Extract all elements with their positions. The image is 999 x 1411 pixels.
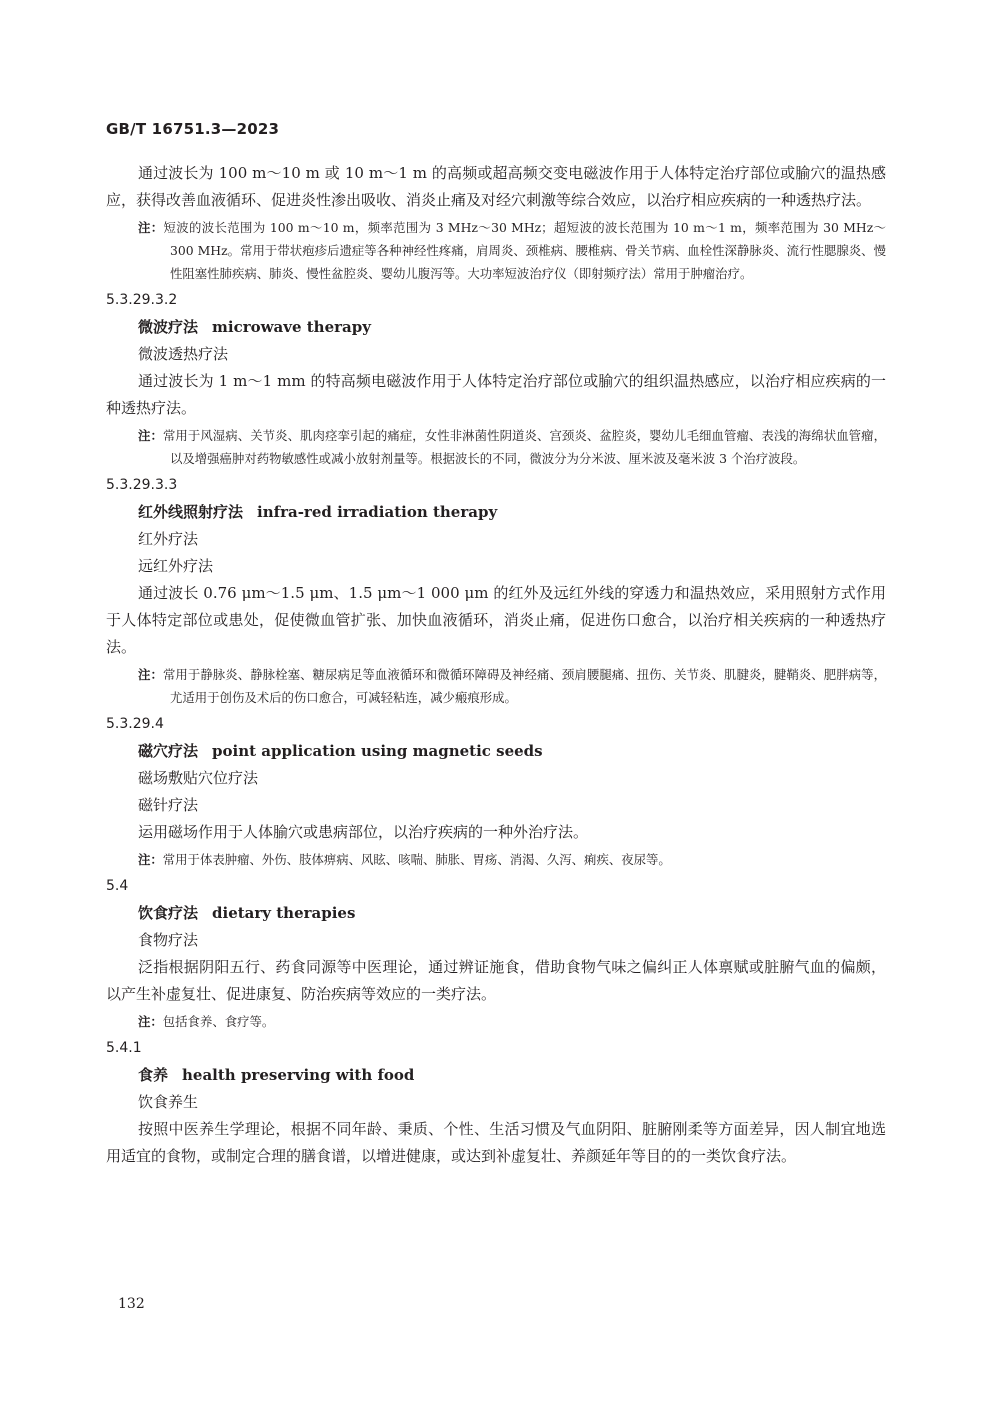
note-text: 包括食养、食疗等。 [162, 1014, 275, 1029]
note-label: 注： [138, 852, 163, 867]
term-synonym: 红外疗法 [138, 530, 199, 548]
term-chinese: 微波疗法 [138, 318, 199, 336]
definition-paragraph: 通过波长为 100 m～10 m 或 10 m～1 m 的高频或超高频交变电磁波作用于人体特定治疗部位或腧穴的温热感应，获得改善血液循环、促进炎性渗出吸收、消炎止痛及对经穴刺激等综合效应，以治疗相应疾病的一种透热疗法。 [106, 164, 886, 209]
term-heading [106, 738, 886, 765]
note-label: 注： [138, 667, 163, 682]
note [106, 1010, 886, 1033]
definition-paragraph: 泛指根据阴阳五行、药食同源等中医理论，通过辨证施食，借助食物气味之偏纠正人体禀赋或脏腑气血的偏颇，以产生补虚复壮、促进康复、防治疾病等效应的一类疗法。 [106, 958, 886, 1003]
note [106, 216, 886, 285]
definition-paragraph: 运用磁场作用于人体腧穴或患病部位，以治疗疾病的一种外治疗法。 [138, 823, 589, 841]
term-chinese: 磁穴疗法 [138, 742, 199, 760]
term-chinese: 食养 [138, 1066, 169, 1084]
definition-paragraph: 通过波长 0.76 μm～1.5 μm、1.5 μm～1 000 μm 的红外及远红外线的穿透力和温热效应，采用照射方式作用于人体特定部位或患处，促使微血管扩张、加快血液循环，消炎止痛，促进伤口愈合，以治疗相关疾病的一种透热疗法。 [106, 584, 886, 656]
term-synonym: 微波透热疗法 [138, 345, 229, 363]
note-text: 短波的波长范围为 100 m～10 m，频率范围为 3 MHz～30 MHz；超短波的波长范围为 10 m～1 m，频率范围为 30 MHz～300 MHz。常用于带状疱疹后遗症等各种神经性疼痛，肩周炎、颈椎病、腰椎病、骨关节病、血栓性深静脉炎、流行性腮腺炎、慢性阻塞性肺疾病、肺炎、慢性盆腔炎、婴幼儿腹泻等。大功率短波治疗仪（即射频疗法）常用于肿瘤治疗。 [163, 220, 886, 281]
term-chinese: 红外线照射疗法 [138, 503, 244, 521]
note-text: 常用于体表肿瘤、外伤、肢体痹病、风眩、咳喘、肺胀、胃疡、消渴、久泻、痢疾、夜尿等。 [162, 852, 671, 867]
standard-number-header: GB/T 16751.3—2023 [106, 120, 280, 138]
term-synonym: 远红外疗法 [138, 557, 214, 575]
note-label: 注： [138, 220, 164, 235]
document-body [106, 160, 886, 1170]
clause-number: 5.4 [106, 878, 129, 894]
note [106, 848, 886, 871]
term-english: point application using magnetic seeds [212, 742, 543, 760]
term-english: health preserving with food [182, 1066, 415, 1084]
term-heading [106, 1062, 886, 1089]
clause-number: 5.3.29.3.2 [106, 292, 178, 308]
note-label: 注： [138, 1014, 163, 1029]
term-english: microwave therapy [212, 318, 371, 336]
definition-paragraph: 按照中医养生学理论，根据不同年龄、秉质、个性、生活习惯及气血阴阳、脏腑刚柔等方面差异，因人制宜地选用适宜的食物，或制定合理的膳食谱，以增进健康，或达到补虚复壮、养颜延年等目的的一类饮食疗法。 [106, 1120, 886, 1165]
term-heading [106, 499, 886, 526]
term-heading [106, 314, 886, 341]
note-text: 常用于静脉炎、静脉栓塞、糖尿病足等血液循环和微循环障碍及神经痛、颈肩腰腿痛、扭伤、关节炎、肌腱炎，腱鞘炎、肥胖病等，尤适用于创伤及术后的伤口愈合，可减轻粘连，减少瘢痕形成。 [162, 667, 887, 705]
term-chinese: 饮食疗法 [138, 904, 199, 922]
term-english: dietary therapies [212, 904, 356, 922]
term-heading [106, 900, 886, 927]
page-number: 132 [118, 1296, 145, 1312]
note [106, 663, 886, 709]
note [106, 424, 886, 470]
definition-paragraph: 通过波长为 1 m～1 mm 的特高频电磁波作用于人体特定治疗部位或腧穴的组织温热感应，以治疗相应疾病的一种透热疗法。 [106, 372, 886, 417]
clause-number: 5.3.29.4 [106, 716, 164, 732]
term-english: infra-red irradiation therapy [257, 503, 498, 521]
term-synonym: 食物疗法 [138, 931, 199, 949]
term-synonym: 饮食养生 [138, 1093, 199, 1111]
clause-number: 5.4.1 [106, 1040, 142, 1056]
clause-number: 5.3.29.3.3 [106, 477, 178, 493]
note-label: 注： [138, 428, 163, 443]
note-text: 常用于风湿病、关节炎、肌肉痉挛引起的痛症，女性非淋菌性阴道炎、宫颈炎、盆腔炎，婴幼儿毛细血管瘤、表浅的海绵状血管瘤，以及增强癌肿对药物敏感性或减小放射剂量等。根据波长的不同，微波分为分米波、厘米波及毫米波 3 个治疗波段。 [162, 428, 887, 466]
term-synonym: 磁针疗法 [138, 796, 199, 814]
term-synonym: 磁场敷贴穴位疗法 [138, 769, 259, 787]
